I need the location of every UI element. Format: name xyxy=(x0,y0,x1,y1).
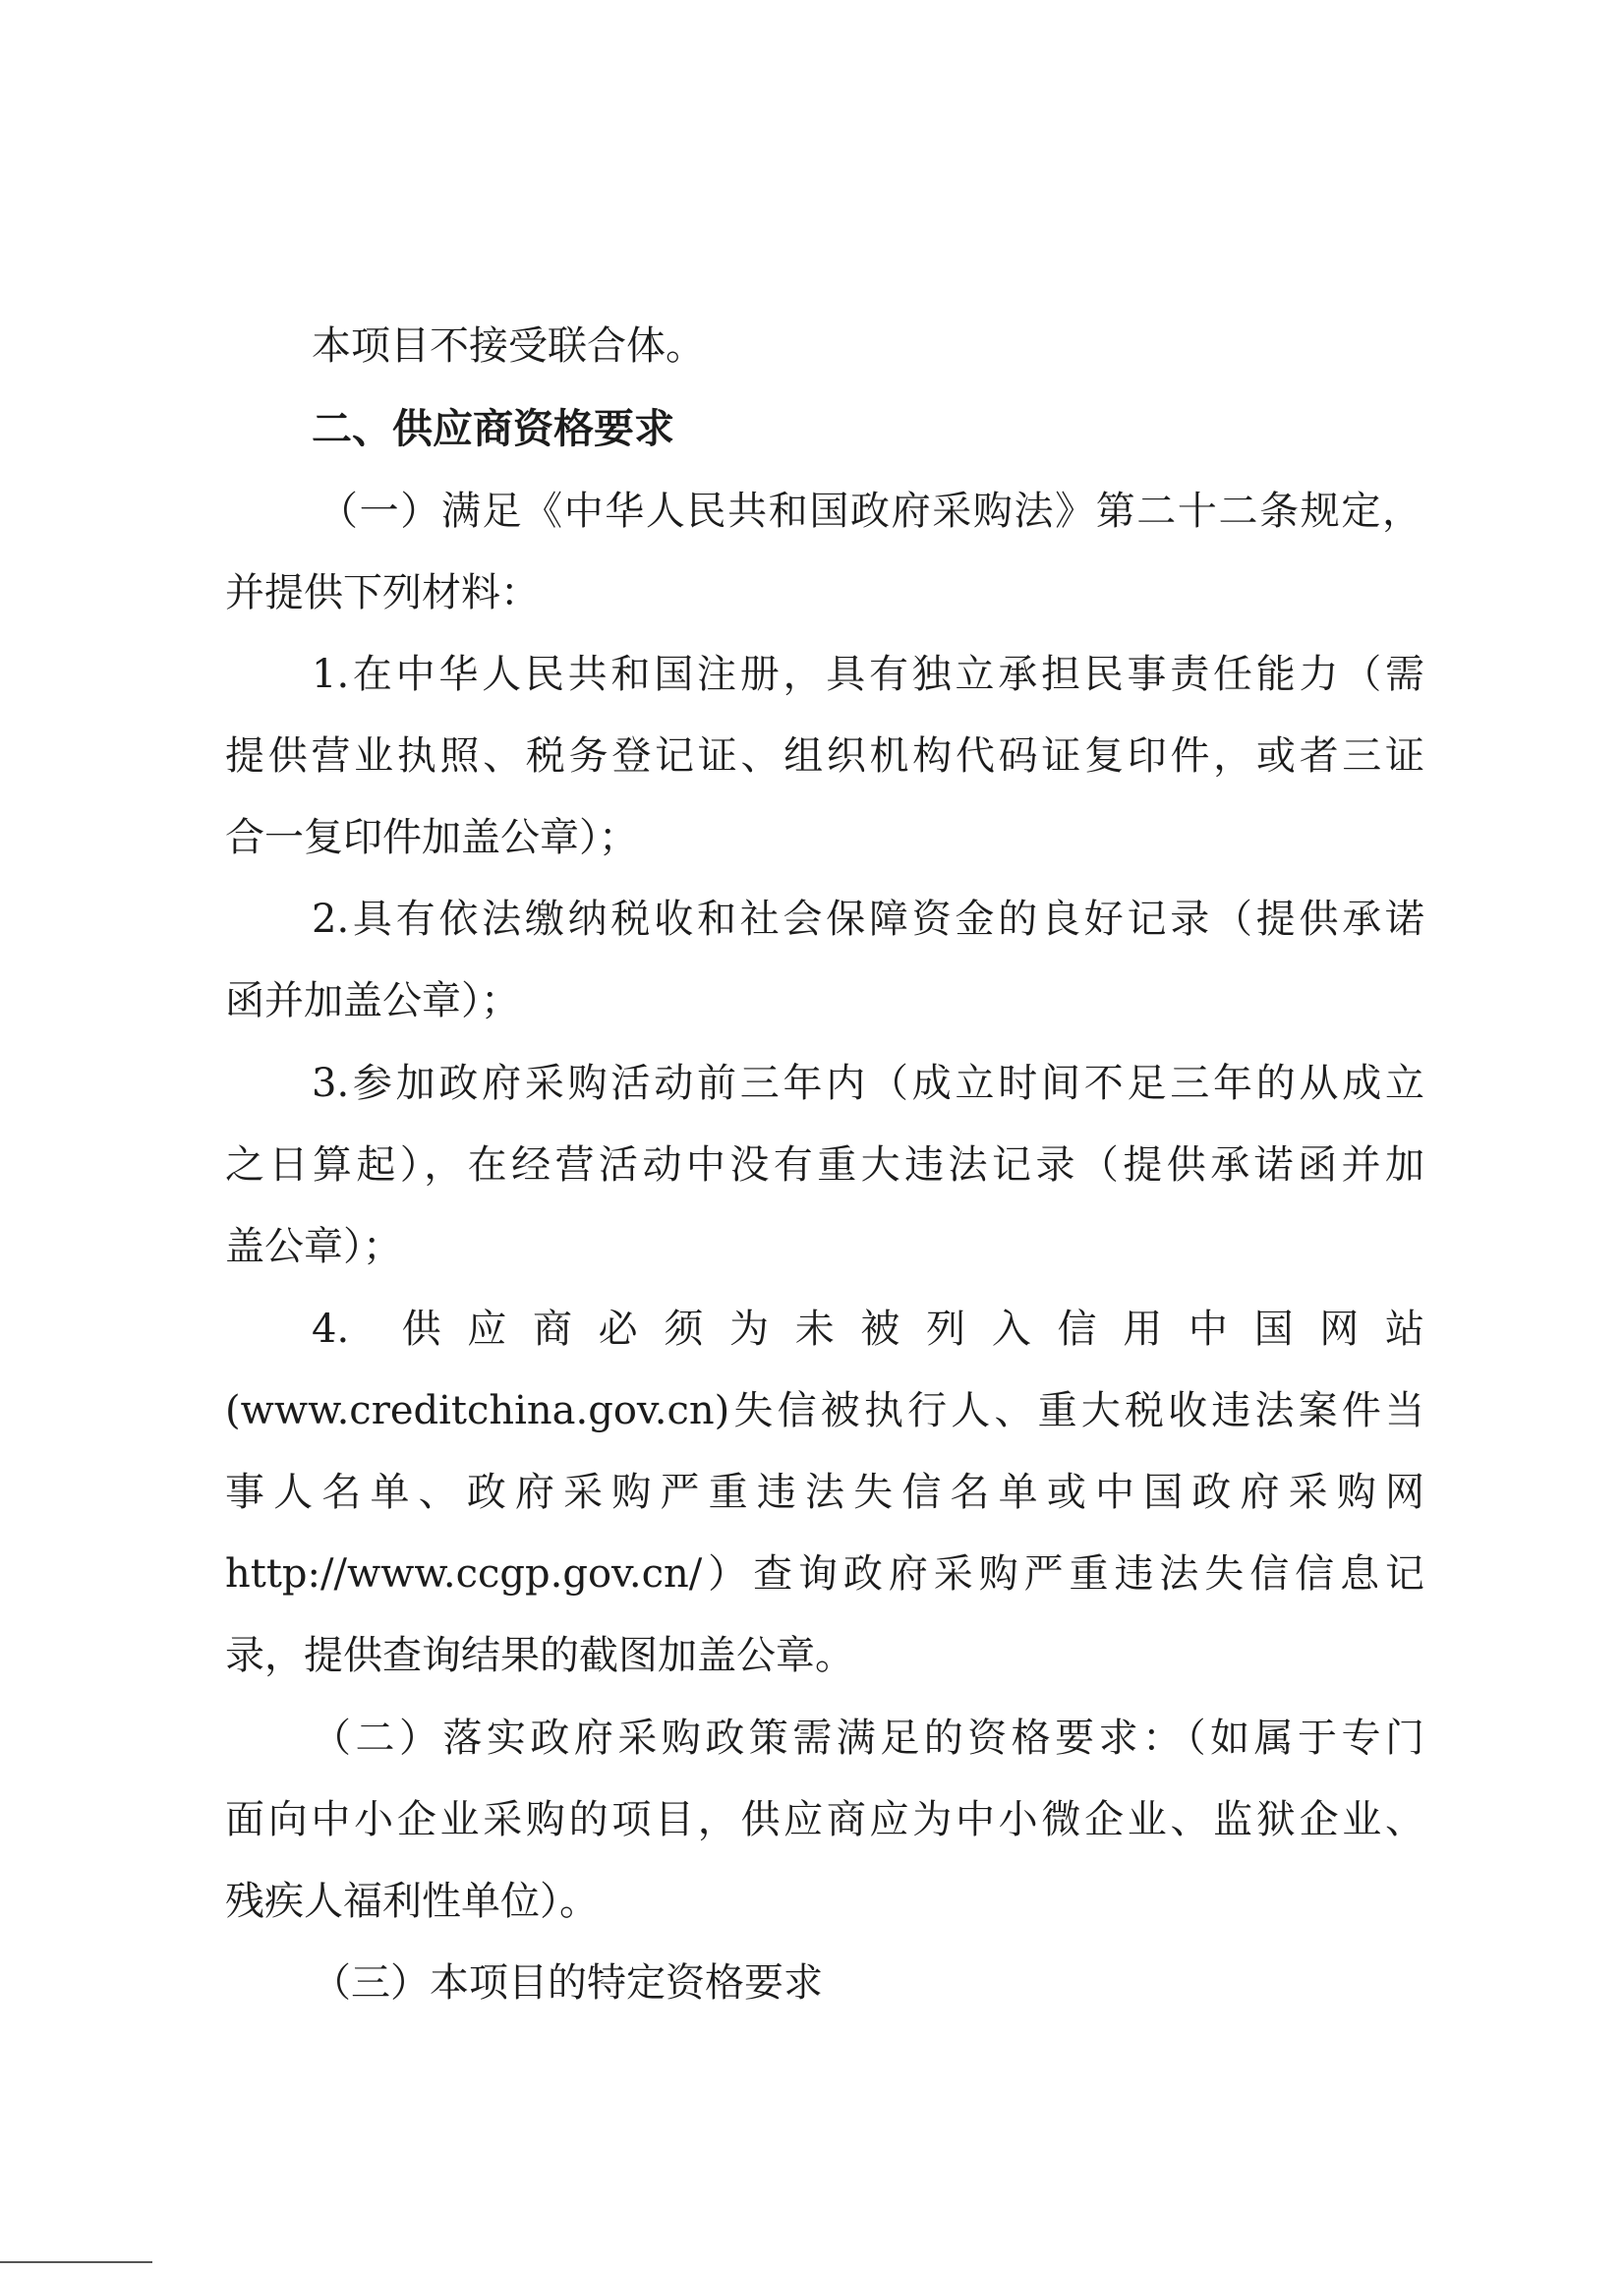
item-1-line-1: 1.在中华人民共和国注册，具有独立承担民事责任能力（需 xyxy=(312,652,1424,697)
paragraph-consortium: 本项目不接受联合体。 xyxy=(312,323,705,369)
item-3-line-2: 之日算起），在经营活动中没有重大违法记录（提供承诺函并加 xyxy=(225,1142,1424,1188)
item-4-line-5: 录，提供查询结果的截图加盖公章。 xyxy=(225,1633,854,1678)
item-1-line-3: 合一复印件加盖公章）； xyxy=(225,815,638,860)
clause-2-line-1: （二）落实政府采购政策需满足的资格要求：（如属于专门 xyxy=(312,1716,1424,1761)
clause-2-line-2: 面向中小企业采购的项目，供应商应为中小微企业、监狱企业、 xyxy=(225,1797,1424,1842)
item-2-line-1: 2.具有依法缴纳税收和社会保障资金的良好记录（提供承诺 xyxy=(312,897,1424,942)
section-heading-supplier-qualifications: 二、供应商资格要求 xyxy=(312,405,674,452)
item-3-line-1: 3.参加政府采购活动前三年内（成立时间不足三年的从成立 xyxy=(312,1061,1424,1106)
clause-1-intro-line-1: （一）满足《中华人民共和国政府采购法》第二十二条规定， xyxy=(319,489,1421,534)
item-1-line-2: 提供营业执照、税务登记证、组织机构代码证复印件，或者三证 xyxy=(225,733,1424,779)
item-4-line-2: (www.creditchina.gov.cn)失信被执行人、重大税收违法案件当 xyxy=(225,1388,1424,1433)
item-3-line-3: 盖公章）； xyxy=(225,1224,402,1269)
item-4-line-3: 事人名单、政府采购严重违法失信名单或中国政府采购网 xyxy=(225,1470,1424,1515)
clause-3-heading: （三）本项目的特定资格要求 xyxy=(312,1960,823,2006)
clause-1-intro-line-2: 并提供下列材料： xyxy=(225,570,540,615)
item-2-line-2: 函并加盖公章）； xyxy=(225,978,520,1023)
item-4-line-4: http://www.ccgp.gov.cn/）查询政府采购严重违法失信信息记 xyxy=(225,1551,1424,1597)
scan-edge-mark xyxy=(0,2261,152,2263)
item-4-line-1: 4. 供应商必须为未被列入信用中国网站 xyxy=(312,1307,1424,1352)
clause-2-line-3: 残疾人福利性单位）。 xyxy=(225,1879,599,1924)
